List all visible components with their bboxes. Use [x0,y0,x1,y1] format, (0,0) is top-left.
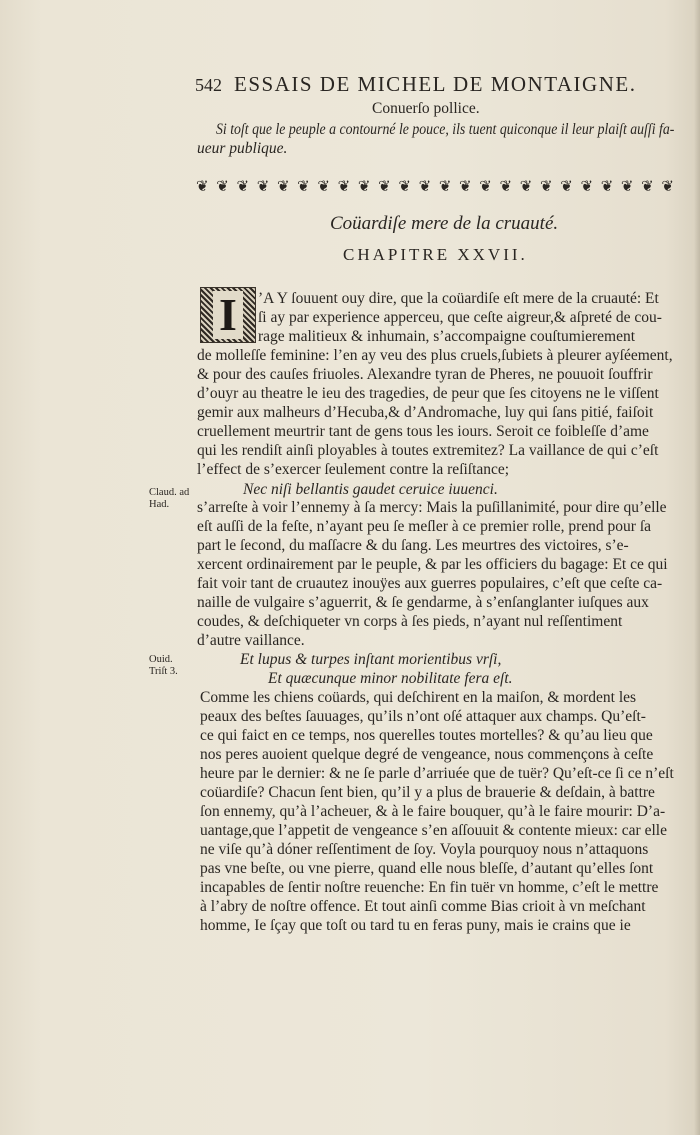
page-edge-shadow [694,0,700,1135]
fleuron-ornament: ❦ [337,178,351,195]
fleuron-ornament: ❦ [499,178,513,195]
body-line: d’autre vaillance. [197,632,305,649]
body-line: incapables de ſentir noſtre reuenche: En fin tuër vn homme, c’eſt le mettre [200,879,659,896]
chapter-title: Coüardiſe mere de la cruauté. [330,213,559,234]
body-line: Comme les chiens coüards, qui deſchirent en la maiſon, & mordent les [200,689,637,706]
latin-phrase: Conuerſo pollice. [372,100,480,117]
verse-line: Et lupus & turpes inſtant morientibus vrſi, [240,651,502,668]
body-line: l’effect de s’exercer ſeulement contre la reſiſtance; [197,461,510,478]
body-line: eſt auſſi de la feſte, n’ayant peu ſe meſler à ce premier rolle, prend pour ſa [197,518,652,535]
body-line: s’arreſte à voir l’ennemy à ſa mercy: Mais la puſillanimité, pour dire qu’elle [197,499,667,516]
margin-note: Claud. ad [149,487,190,498]
body-line: cruellement meurtrir tant de gens tous les iours. Seroit ce foibleſſe d’ame [197,423,649,440]
running-title: ESSAIS DE MICHEL DE MONTAIGNE. [234,72,637,96]
body-line: homme, Ie ſçay que toſt ou tard tu en feras puny, mais ie crains que ie [200,917,631,934]
margin-note: Had. [149,499,170,510]
body-line: nos peres auoient quelque degré de vengeance, nous commençons à ceſte [200,746,654,763]
body-line: coudes, & deſchiqueter vn corps à ſes pieds, n’ayant nul reſſentiment [197,613,623,630]
fleuron-ornament: ❦ [519,178,533,195]
fleuron-ornament: ❦ [317,178,330,195]
body-line: part le ſecond, du maſſacre & du ſang. Les meurtres des victoires, s’e- [197,537,629,554]
fleuron-ornament: ❦ [276,178,290,195]
body-line: gemir aux malheurs d’Hecuba,& d’Andromache, luy qui ſans pitié, faiſoit [197,404,654,421]
fleuron-ornament: ❦ [418,178,432,195]
running-header [195,72,685,97]
verse-line: Nec niſi bellantis gaudet ceruice iuuenci. [243,481,498,498]
fleuron-ornament: ❦ [256,178,270,195]
body-line: heure par le dernier: & ne ſe parle d’arriuée que de tuër? Qu’eſt-ce ſi ce n’eſt [200,765,674,782]
body-line: rage malitieux & inhumain, s’accompaigne couſtumierement [258,328,636,345]
body-line: naille de vulgaire s’aguerrit, & ſe gendarme, à s’enſanglanter iuſques aux [197,594,649,611]
fleuron-ornament: ❦ [357,178,371,195]
body-line: à l’abry de noſtre offence. Et tout ainſi comme Bias crioit à vn meſchant [200,898,646,915]
body-line: coüardiſe? Chacun ſent bien, qu’il y a plus de brauerie & deſdain, à battre [200,784,655,801]
body-line: de molleſſe feminine: l’en ay veu des plus cruels,ſubiets à pleurer ayſéement, [197,347,673,364]
fleuron-ornament: ❦ [479,178,492,195]
page-number: 542 [195,75,222,95]
fleuron-ornament: ❦ [580,178,594,195]
fleuron-ornament: ❦ [539,178,553,195]
fleuron-ornament: ❦ [196,178,209,195]
fleuron-ornament: ❦ [398,178,411,195]
fleuron-ornament: ❦ [438,178,452,195]
fleuron-ornament: ❦ [216,178,229,195]
translation-line: ueur publique. [197,140,288,157]
fleuron-ornament: ❦ [378,178,391,195]
fleuron-ornament: ❦ [600,178,614,195]
body-line: uantage,que l’appetit de vengeance s’en aſſouuit & contente mieux: car elle [200,822,667,839]
body-line: ſon ennemy, qu’à l’acheuer, & à le faire bouquer, qu’à le faire mourir: D’a- [200,803,666,820]
fleuron-ornament: ❦ [661,178,674,195]
fleuron-ornament: ❦ [560,178,573,195]
body-line: ’A Y ſouuent ouy dire, que la coüardiſe eſt mere de la cruauté: Et [258,290,659,307]
body-line: peaux des beſtes ſauuages, qu’ils n’ont oſé attaquer aux champs. Qu’eſt- [200,708,646,725]
body-line: qui les rendiſt ainſi ployables à toutes extremitez? La vaillance de qui c’eſt [197,442,659,459]
body-line: xercent ordinairement par le peuple, & par les officiers du bagage: Et ce qui [197,556,668,573]
chapter-number: CHAPITRE XXVII. [343,245,528,264]
body-line: ce qui faict en ce temps, nos querelles toutes mortelles? & qu’au lieu que [200,727,653,744]
decorative-band [196,176,674,196]
drop-cap [200,287,256,343]
translation-line: Si toſt que le peuple a contourné le pouce, ils tuent quiconque il leur plaiſt auſſi fa- [216,121,675,138]
body-line: pas vne beſte, ou vne pierre, quand elle nous bleſſe, d’autant qu’elles ſont [200,860,654,877]
fleuron-ornament: ❦ [641,178,654,195]
body-line: ſi ay par experience apperceu, que ceſte aigreur,& aſpreté de cou- [258,309,662,326]
fleuron-ornament: ❦ [620,178,634,195]
body-line: & pour des cauſes friuoles. Alexandre tyran de Pheres, ne pouuoit ſouffrir [197,366,653,383]
body-line: d’ouyr au theatre le ieu des tragedies, de peur que ſes citoyens ne le viſſent [197,385,659,402]
margin-note: Triſt 3. [149,666,178,677]
fleuron-ornament: ❦ [236,178,250,195]
body-line: fait voir tant de cruautez inouÿes aux guerres populaires, c’eſt que ceſte ca- [197,575,663,592]
fleuron-ornament: ❦ [297,178,310,195]
drop-cap-letter: I [213,291,243,339]
verse-line: Et quæcunque minor nobilitate fera eſt. [268,670,513,687]
margin-note: Ouid. [149,654,173,665]
body-line: ne viſe qu’à dóner reſſentiment de ſoy. Voyla pourquoy nous n’attaquons [200,841,649,858]
fleuron-ornament: ❦ [459,178,472,195]
